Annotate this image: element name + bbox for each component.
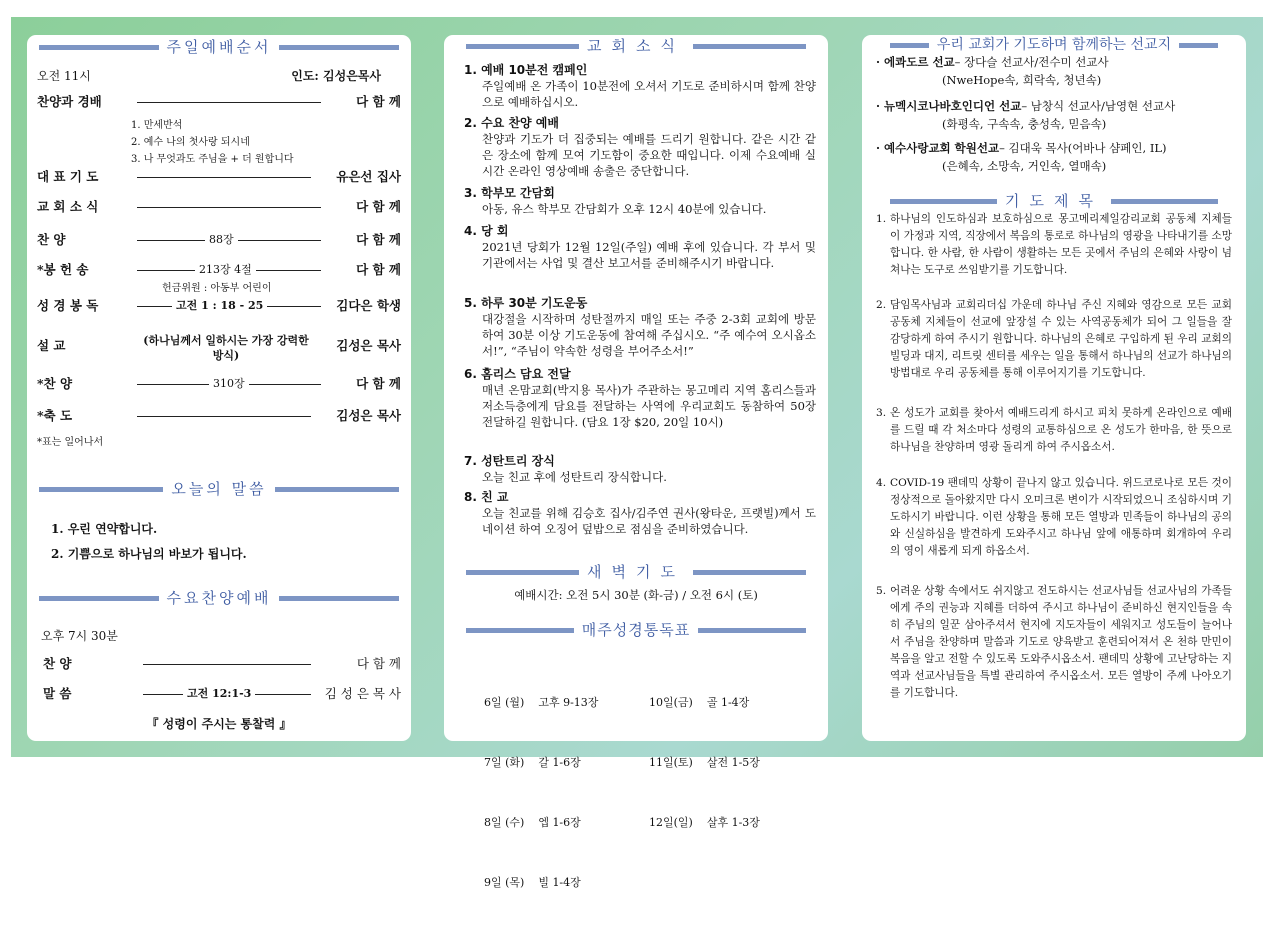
- bible-heading: [444, 620, 828, 640]
- order-item: 찬양과 경배 다 함 께: [37, 94, 401, 109]
- wed-item: 찬 양 다 함 께: [43, 656, 401, 671]
- wed-heading: [27, 588, 411, 608]
- bible-title: 매주성경통독표: [574, 621, 698, 639]
- order-item: 찬 양 88장 다 함 께: [37, 232, 401, 247]
- wed-item: 말 씀 고전 12:1-3 김 성 은 목 사: [43, 686, 401, 701]
- order-item: 교 회 소 식 다 함 께: [37, 199, 401, 214]
- prayer-item: 3. 온 성도가 교회를 찾아서 예배드리게 하시고 피치 못하게 온라인으로 예배를 드릴 때 각 처소마다 성령의 교통하심으로 온 성도가 한마음, 한 뜻으로 하나님을 찬양하며 영광 돌리게 하여 주시옵소서.: [876, 407, 1232, 453]
- mission-item: · 뉴멕시코나바호인디언 선교– 남창식 선교사/남영현 선교사 (화평속, 구속속, 충성속, 믿음속): [876, 99, 1176, 131]
- prayer-item: 1. 하나님의 인도하심과 보호하심으로 몽고메리제일감리교회 공동체 지체들이 가정과 지역, 직장에서 복음의 통로로 하나님의 영광을 나타내기를 소망합니다. 한 사람, 한 사람이 생활하는 모든 곳에서 주님의 은혜와 사랑이 넘쳐나는 도구로 쓰임받기를 기도합니다.: [876, 213, 1232, 276]
- bible-schedule-right: 10일(금) 골 1-4장 11일(토) 살전 1-5장 12일(일) 살후 1-3장: [649, 696, 760, 829]
- song-list: 1. 만세반석 2. 예수 나의 첫사랑 되시네 3. 나 무엇과도 주님을 + 더 원합니다: [131, 120, 294, 165]
- order-title: 주일예배순서: [159, 38, 280, 56]
- church-news-panel: [444, 35, 828, 889]
- word-title: 오늘의 말씀: [163, 480, 274, 498]
- order-item: 설 교 (하나님께서 일하시는 가장 강력한 방식) 김성은 목사: [37, 334, 401, 362]
- dawn-heading: [444, 562, 828, 582]
- news-item: 6. 홈리스 담요 전달 매년 온맘교회(박지용 목사)가 주관하는 몽고메리 지역 홈리스들과 저소득층에게 담요를 전달하는 사역에 우리교회도 동참하여 50장 전달하길 원합니다. (담요 1장 $20, 20일 10시): [464, 367, 816, 429]
- order-heading: [27, 37, 411, 57]
- prayer-item: 5. 어려운 상황 속에서도 쉬지않고 전도하시는 선교사님들 선교사님의 가족들에게 주의 권능과 지혜를 더하여 주시고 하나님이 준비하신 현지인들을 속히 주님의 일꾼 삼아주셔서 현지에 지도자들이 세워지고 성도들이 늘어나서 주님을 찬양하며 말씀과 기도로 양육받고 훈련되어져서 온 천하 만민이 복음을 알고 전할 수 있도록 도와주시옵소서. 팬데믹 상황에 고난당하는 지역과 선교사님들을 특별 관리하여 주시옵소서. 모든 열방이 주께 나아오기를 기도합니다.: [876, 585, 1232, 699]
- wed-time: 오후 7시 30분: [41, 629, 118, 643]
- prayer-heading: [862, 191, 1246, 211]
- news-item: 8. 친 교 오늘 친교를 위해 김승호 집사/김주연 권사(왕타운, 프랫빌)께서 도네이션 하여 오징어 덮밥으로 점심을 준비하였습니다.: [464, 490, 816, 536]
- missions-title: 우리 교회가 기도하며 함께하는 선교지: [929, 37, 1179, 53]
- news-item: 2. 수요 찬양 예배 찬양과 기도가 더 집중되는 예배를 드리기 원합니다. 같은 시간 같은 장소에 함께 모여 기도함이 중요한 때입니다. 이제 수요예배 실시간 온라인 영상예배 송출은 중단합니다.: [464, 116, 816, 178]
- news-item: 3. 학부모 간담회 아동, 유스 학부모 간담회가 오후 12시 40분에 있습니다.: [464, 186, 767, 216]
- prayer-item: 4. COVID-19 팬데믹 상황이 끝나지 않고 있습니다. 위드코로나로 모든 것이 정상적으로 돌아왔지만 다시 오미크론 변이가 시작되었으니 조심하시며 기도하시기 바랍니다. 이런 상황을 통해 모든 열방과 민족들이 하나님의 공의와 신실하심을 발견하게 도와주시고 하나님 앞에 애통하며 회개하여 우리의 영이 새롭게 되게 하옵소서.: [876, 477, 1232, 557]
- mission-item: · 예수사랑교회 학원선교– 김대욱 목사(어바나 샴페인, IL) (은혜속, 소망속, 거인속, 열매속): [876, 141, 1167, 173]
- wed-title: 수요찬양예배: [159, 589, 280, 607]
- worship-order-panel: [27, 35, 411, 741]
- news-item: 7. 성탄트리 장식 오늘 친교 후에 성탄트리 장식합니다.: [464, 454, 667, 484]
- offering-note: 헌금위원 : 아동부 어린이: [162, 283, 272, 294]
- prayer-item: 2. 담임목사님과 교회리더십 가운데 하나님 주신 지혜와 영감으로 모든 교회공동체 지체들이 선교에 앞장설 수 있는 사역공동체가 되어 그 일들을 잘 감당하게 하여 주시기 원합니다. 하나님의 은혜로 구입하게 된 우리 교회의 빌딩과 대지, 리트릿 센터를 세우는 일을 통해서 하나님의 선교가 하나님의 방법대로 우리 공동체를 통해 이루어지기를 기도합니다.: [876, 299, 1232, 379]
- order-item: *봉 헌 송 213장 4절 다 함 께: [37, 262, 401, 277]
- mission-item: · 에콰도르 선교– 장다슬 선교사/전수미 선교사 (NweHope속, 희락속, 청년속): [876, 55, 1109, 87]
- service-time: 오전 11시: [37, 69, 91, 83]
- word-heading: [27, 479, 411, 499]
- dawn-title: 새벽기도: [579, 563, 693, 581]
- order-item: 대 표 기 도 유은선 집사: [37, 169, 401, 184]
- wed-theme: 『 성령이 주시는 통찰력 』: [146, 717, 292, 731]
- stand-note: *표는 일어나서: [37, 437, 104, 448]
- news-item: 1. 예배 10분전 캠페인 주일예배 온 가족이 10분전에 오셔서 기도로 준비하시며 함께 찬양으로 예배하십시오.: [464, 63, 816, 109]
- order-item: *축 도 김성은 목사: [37, 408, 401, 423]
- news-heading: [444, 36, 828, 56]
- order-item: 성 경 봉 독 고전 1 : 18 - 25 김다은 학생: [37, 298, 401, 313]
- bible-schedule-left: 6일 (월) 고후 9-13장 7일 (화) 갈 1-6장 8일 (수) 엡 1-6장 9일 (목) 빌 1-4장: [484, 696, 599, 889]
- service-leader: 인도: 김성은목사: [291, 69, 381, 83]
- news-item: 4. 당 회 2021년 당회가 12월 12일(주일) 예배 후에 있습니다. 각 부서 및 기관에서는 사업 및 결산 보고서를 준비해주시기 바랍니다.: [464, 224, 816, 270]
- missions-heading: [862, 35, 1246, 55]
- news-item: 5. 하루 30분 기도운동 대강절을 시작하며 성탄절까지 매일 또는 주중 2-3회 교회에 방문하여 30분 이상 기도운동에 참여해 주십시오. “주 예수여 오시옵소서!”, “주님이 약속한 성령을 부어주소서!”: [464, 296, 816, 358]
- word-list: 1. 우린 연약합니다. 2. 기쁨으로 하나님의 바보가 됩니다.: [51, 522, 247, 561]
- news-title: 교회소식: [579, 37, 693, 55]
- dawn-time: 예배시간: 오전 5시 30분 (화-금) / 오전 6시 (토): [514, 588, 758, 602]
- missions-prayer-panel: [862, 35, 1246, 741]
- order-item: *찬 양 310장 다 함 께: [37, 376, 401, 391]
- prayer-title: 기도제목: [997, 192, 1111, 210]
